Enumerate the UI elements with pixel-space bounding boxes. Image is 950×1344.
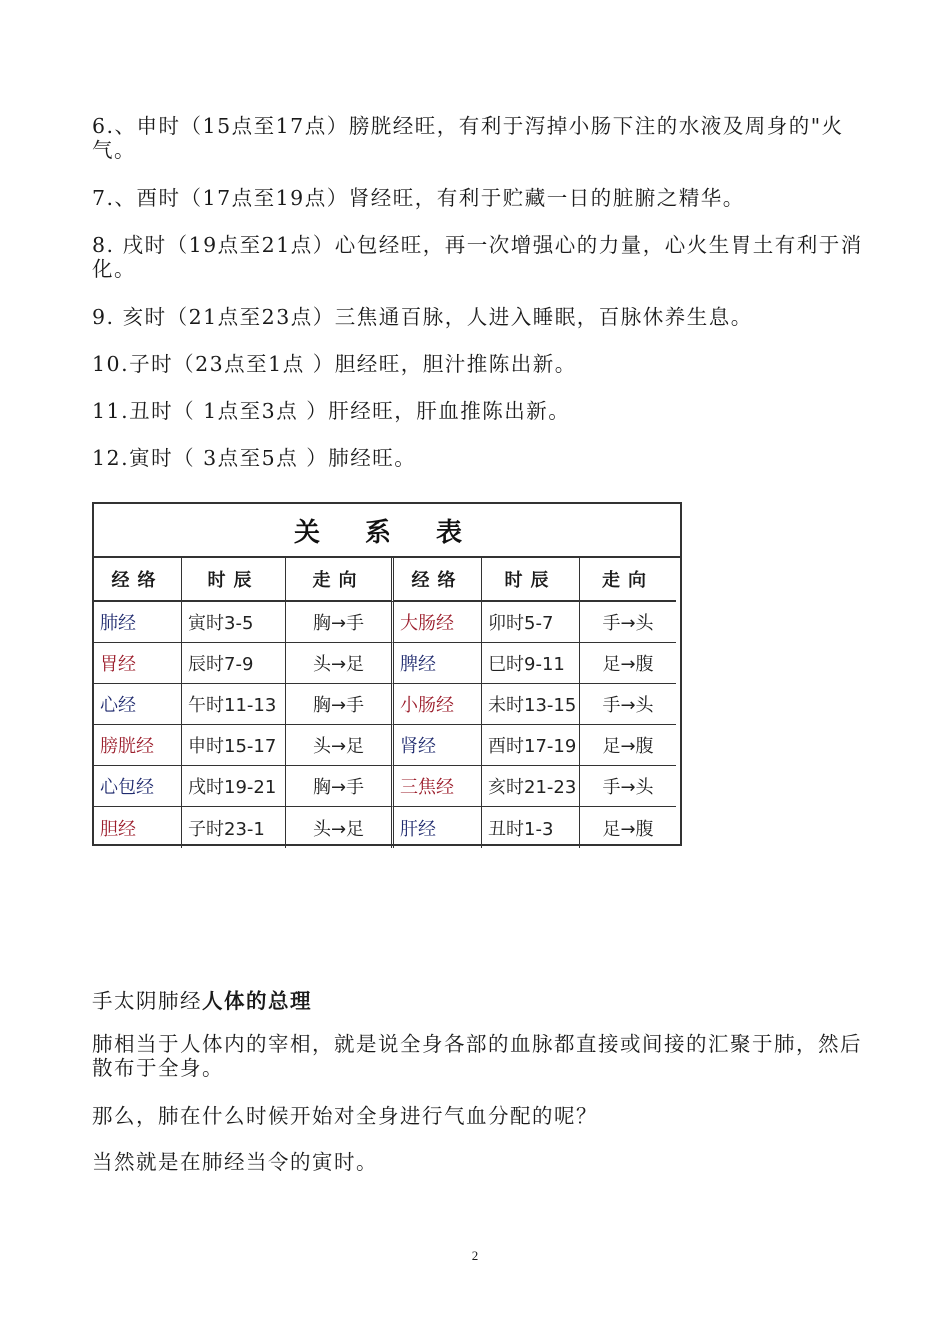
meridian-cell: 小肠经 bbox=[394, 684, 482, 725]
paragraph-you-hour: 7.、酉时（17点至19点）肾经旺，有利于贮藏一日的脏腑之精华。 bbox=[92, 186, 745, 210]
meridian-cell: 心经 bbox=[94, 684, 182, 725]
paragraph-xu-hour: 8. 戌时（19点至21点）心包经旺，再一次增强心的力量，心火生胃土有利于消化。 bbox=[92, 233, 863, 281]
time-cell: 亥时21-23 bbox=[482, 766, 580, 807]
direction-cell: 足→腹 bbox=[580, 643, 676, 684]
header-time: 时辰 bbox=[182, 558, 286, 602]
paragraph-answer: 当然就是在肺经当令的寅时。 bbox=[92, 1150, 378, 1174]
header-meridian: 经络 bbox=[394, 558, 482, 602]
meridian-cell: 膀胱经 bbox=[94, 725, 182, 766]
direction-cell: 手→头 bbox=[580, 684, 676, 725]
time-cell: 未时13-15 bbox=[482, 684, 580, 725]
direction-cell: 胸→手 bbox=[286, 684, 394, 725]
direction-cell: 头→足 bbox=[286, 643, 394, 684]
time-cell: 寅时3-5 bbox=[182, 602, 286, 643]
time-cell: 巳时9-11 bbox=[482, 643, 580, 684]
paragraph-hai-hour: 9. 亥时（21点至23点）三焦通百脉，人进入睡眠，百脉休养生息。 bbox=[92, 305, 753, 329]
header-meridian: 经络 bbox=[94, 558, 182, 602]
heading-bold: 人体的总理 bbox=[202, 989, 312, 1013]
time-cell: 丑时1-3 bbox=[482, 807, 580, 848]
meridian-cell: 大肠经 bbox=[394, 602, 482, 643]
direction-cell: 手→头 bbox=[580, 766, 676, 807]
meridian-cell: 胃经 bbox=[94, 643, 182, 684]
time-cell: 酉时17-19 bbox=[482, 725, 580, 766]
meridian-cell: 肾经 bbox=[394, 725, 482, 766]
paragraph-zi-hour: 10.子时（23点至1点 ）胆经旺，胆汁推陈出新。 bbox=[92, 352, 577, 376]
meridian-cell: 胆经 bbox=[94, 807, 182, 848]
table-grid bbox=[94, 558, 680, 848]
direction-cell: 手→头 bbox=[580, 602, 676, 643]
paragraph-chou-hour: 11.丑时（ 1点至3点 ）肝经旺，肝血推陈出新。 bbox=[92, 399, 571, 423]
meridian-cell: 肝经 bbox=[394, 807, 482, 848]
paragraph-shen-hour: 6.、申时（15点至17点）膀胱经旺，有利于泻掉小肠下注的水液及周身的"火气。 bbox=[92, 114, 844, 162]
direction-cell: 足→腹 bbox=[602, 818, 654, 840]
relation-table bbox=[92, 502, 682, 846]
meridian-cell: 肺经 bbox=[94, 602, 182, 643]
paragraph-lung-chancellor: 肺相当于人体内的宰相，就是说全身各部的血脉都直接或间接的汇聚于肺，然后散布于全身。 bbox=[92, 1032, 862, 1080]
time-cell: 辰时7-9 bbox=[182, 643, 286, 684]
time-cell: 子时23-1 bbox=[182, 807, 286, 848]
meridian-cell: 三焦经 bbox=[394, 766, 482, 807]
heading-normal: 手太阴肺经 bbox=[92, 989, 202, 1013]
time-cell: 申时15-17 bbox=[182, 725, 286, 766]
time-cell: 戌时19-21 bbox=[182, 766, 286, 807]
paragraph-question: 那么，肺在什么时候开始对全身进行气血分配的呢？ bbox=[92, 1104, 598, 1128]
direction-cell: 足→腹 bbox=[580, 725, 676, 766]
direction-cell: 胸→手 bbox=[286, 602, 394, 643]
header-direction: 走向 bbox=[580, 558, 676, 602]
time-cell: 午时11-13 bbox=[182, 684, 286, 725]
time-cell: 卯时5-7 bbox=[482, 602, 580, 643]
paragraph-yin-hour: 12.寅时（ 3点至5点 ）肺经旺。 bbox=[92, 446, 417, 470]
meridian-cell: 脾经 bbox=[394, 643, 482, 684]
page-number: 2 bbox=[471, 1248, 479, 1263]
direction-cell: 胸→手 bbox=[286, 766, 394, 807]
header-time: 时辰 bbox=[482, 558, 580, 602]
header-direction: 走向 bbox=[286, 558, 394, 602]
meridian-cell: 心包经 bbox=[94, 766, 182, 807]
section-heading bbox=[92, 984, 312, 1014]
direction-cell: 头→足 bbox=[286, 725, 394, 766]
direction-cell: 头→足 bbox=[286, 807, 394, 848]
table-title: 关 系 表 bbox=[94, 504, 680, 558]
